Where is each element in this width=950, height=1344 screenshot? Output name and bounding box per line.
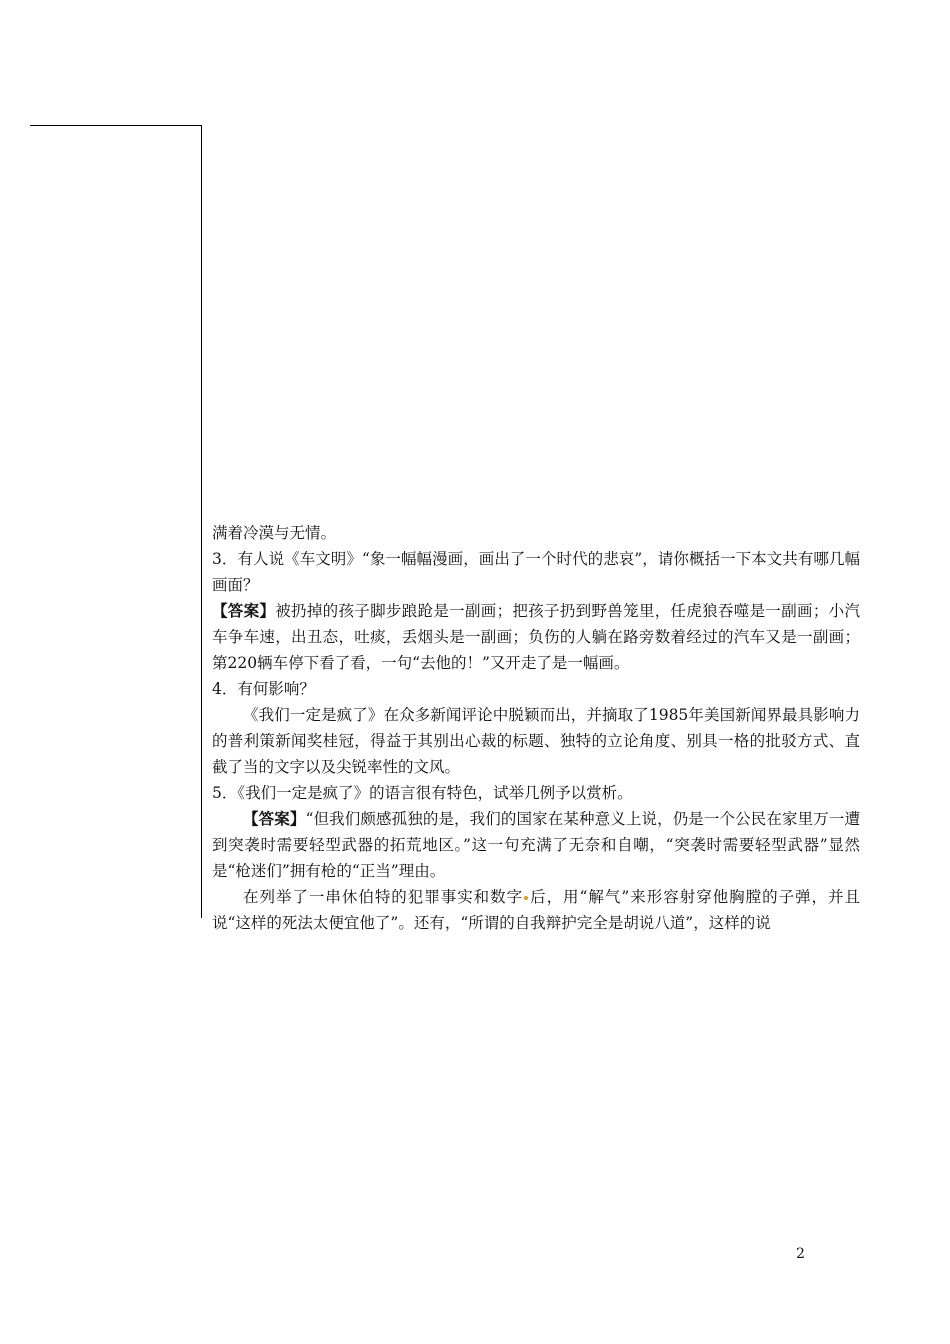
question-4: 4．有何影响？ <box>212 680 315 698</box>
answer-3-text: 被扔掉的孩子脚步踉跄是一副画；把孩子扔到野兽笼里，任虎狼吞噬是一副画；小汽车争车速，出丑态，吐痰，丢烟头是一副画；负伤的人躺在路旁数着经过的汽车又是一副画；第220辆车停下看了看，一句“去他的！”又开走了是一幅画。 <box>212 602 860 672</box>
paragraph-1: 满着冷漠与无情。 <box>212 524 337 542</box>
table-column-border <box>201 125 202 918</box>
paragraph-8-part-a: 在列举了一串休伯特的犯罪事实和数字 <box>243 888 524 906</box>
paragraph-8-part-b: 后，用“解气”来形容射穿他胸膛的子弹，并且说“这样的死法太便宜他了”。还有，“所谓的自我辩护完全是胡说八道”，这样的说 <box>212 888 860 932</box>
answer-5-text: “但我们颇感孤独的是，我们的国家在某种意义上说，仍是一个公民在家里万一遭到突袭时需要轻型武器的拓荒地区。”这一句充满了无奈和自嘲，“突袭时需要轻型武器”显然是“枪迷们”拥有枪的“正当”理由。 <box>212 810 860 880</box>
table-top-border <box>30 125 202 126</box>
document-body <box>212 520 860 936</box>
question-3: 3．有人说《车文明》“象一幅幅漫画，画出了一个时代的悲哀”，请你概括一下本文共有哪几幅画面？ <box>212 550 860 594</box>
page-number: 2 <box>796 1246 805 1262</box>
paragraph-8 <box>212 884 860 936</box>
answer-3 <box>212 598 860 676</box>
highlight-dot-icon <box>524 896 528 900</box>
answer-4: 《我们一定是疯了》在众多新闻评论中脱颖而出，并摘取了1985年美国新闻界最具影响力的普利策新闻奖桂冠，得益于其别出心裁的标题、独特的立论角度、别具一格的批驳方式、直截了当的文字以及尖锐率性的文风。 <box>212 706 860 776</box>
question-5: 5．《我们一定是疯了》的语言很有特色，试举几例予以赏析。 <box>212 784 633 802</box>
answer-label: 【答案】 <box>212 601 276 620</box>
answer-label: 【答案】 <box>243 809 306 828</box>
answer-5 <box>212 806 860 884</box>
